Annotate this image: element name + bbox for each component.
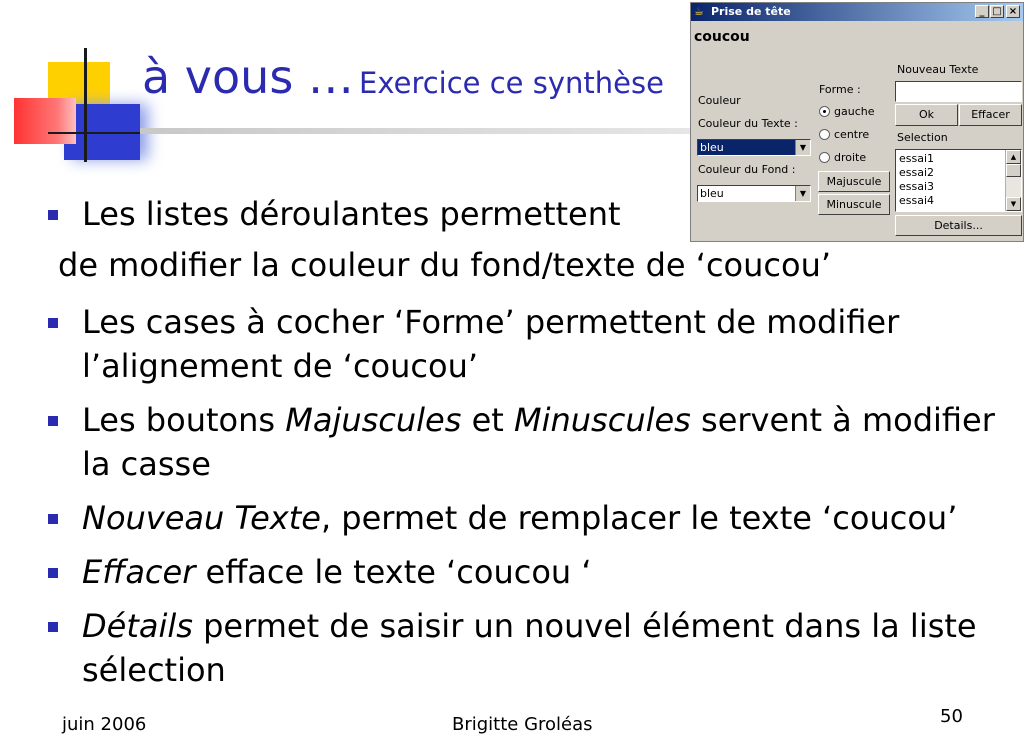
chevron-down-icon[interactable]: ▼ xyxy=(795,140,810,155)
list-item[interactable]: essai3 xyxy=(899,180,935,193)
scroll-thumb[interactable] xyxy=(1006,164,1021,177)
list-item[interactable]: essai2 xyxy=(899,166,935,179)
couleur-fond-select[interactable]: bleu ▼ xyxy=(697,185,811,202)
bullet-continuation: de modifier la couleur du fond/texte de ‘coucou’ xyxy=(58,246,832,284)
bullet-square-icon xyxy=(48,514,58,524)
java-cup-icon: ☕ xyxy=(694,5,704,18)
majuscule-button[interactable]: Majuscule xyxy=(818,171,890,192)
bullet-square-icon xyxy=(48,568,58,578)
selection-list[interactable] xyxy=(895,149,1022,212)
radio-gauche[interactable] xyxy=(819,106,830,117)
title-underline xyxy=(140,128,694,134)
bullet-item: Les boutons Majuscules et Minuscules servent à modifier la casse xyxy=(82,398,1002,486)
effacer-button[interactable]: Effacer xyxy=(959,104,1022,126)
radio-centre[interactable] xyxy=(819,129,830,140)
bullet-item: Effacer efface le texte ‘coucou ‘ xyxy=(82,550,1002,594)
couleur-label: Couleur xyxy=(698,94,741,107)
java-window xyxy=(690,2,1024,242)
scroll-up-icon[interactable]: ▲ xyxy=(1006,150,1021,164)
bullet-square-icon xyxy=(48,210,58,220)
list-item[interactable]: essai4 xyxy=(899,194,935,207)
chevron-down-icon[interactable]: ▼ xyxy=(795,186,810,201)
footer-date: juin 2006 xyxy=(62,714,147,735)
radio-gauche-label: gauche xyxy=(834,105,875,118)
bullet-item: Les cases à cocher ‘Forme’ permettent de modifier l’alignement de ‘coucou’ xyxy=(82,300,1002,388)
bullet-item: Détails permet de saisir un nouvel élément dans la liste sélection xyxy=(82,604,1002,692)
bullet-square-icon xyxy=(48,318,58,328)
radio-centre-label: centre xyxy=(834,128,870,141)
title-sub: Exercice ce synthèse xyxy=(359,66,664,100)
bullet-square-icon xyxy=(48,622,58,632)
couleur-texte-select[interactable]: bleu ▼ xyxy=(697,139,811,156)
minimize-button[interactable]: _ xyxy=(975,5,989,18)
scroll-down-icon[interactable]: ▼ xyxy=(1006,197,1021,211)
title-main: à vous … xyxy=(142,50,354,104)
decor-horizontal-line xyxy=(48,132,148,134)
footer-author: Brigitte Groléas xyxy=(452,714,593,735)
forme-label: Forme : xyxy=(819,83,861,96)
nouveau-texte-input[interactable] xyxy=(895,81,1022,102)
list-item[interactable]: essai1 xyxy=(899,152,935,165)
decor-red-square xyxy=(14,98,76,144)
bullet-item: Nouveau Texte, permet de remplacer le texte ‘coucou’ xyxy=(82,496,1002,540)
window-title: Prise de tête xyxy=(711,5,791,18)
bullet-item: Les listes déroulantes permettent xyxy=(82,192,1002,236)
maximize-button[interactable]: □ xyxy=(990,5,1004,18)
bullet-square-icon xyxy=(48,416,58,426)
selection-scrollbar[interactable] xyxy=(1005,150,1021,211)
coucou-label: coucou xyxy=(694,29,750,45)
slide-title xyxy=(142,50,664,104)
details-button[interactable]: Details... xyxy=(895,215,1022,236)
footer-page-number: 50 xyxy=(940,706,963,727)
window-titlebar[interactable] xyxy=(691,3,1023,21)
selection-label: Selection xyxy=(897,131,948,144)
ok-button[interactable]: Ok xyxy=(895,104,958,126)
decor-vertical-line xyxy=(84,48,87,162)
nouveau-texte-label: Nouveau Texte xyxy=(897,63,979,76)
couleur-fond-label: Couleur du Fond : xyxy=(698,163,796,176)
minuscule-button[interactable]: Minuscule xyxy=(818,194,890,215)
close-button[interactable]: × xyxy=(1006,5,1020,18)
radio-droite-label: droite xyxy=(834,151,867,164)
couleur-texte-label: Couleur du Texte : xyxy=(698,117,798,130)
radio-droite[interactable] xyxy=(819,152,830,163)
